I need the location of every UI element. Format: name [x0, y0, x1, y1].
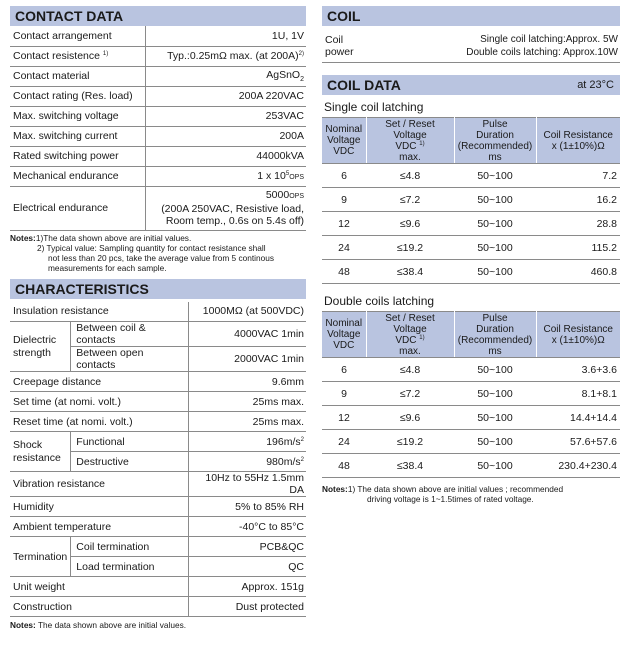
cell-pulse-duration: 50~100	[454, 212, 536, 236]
characteristics-header	[10, 279, 306, 299]
value-text: 1 x 10	[257, 170, 286, 182]
label-text: Contact resistence	[13, 50, 100, 62]
header-line: Duration	[476, 323, 514, 335]
row-value: 25ms max.	[188, 392, 306, 412]
note-text: 1)The data shown above are initial values.	[35, 232, 192, 243]
table-row	[322, 358, 620, 382]
table-row	[10, 146, 306, 166]
table-row	[10, 166, 306, 186]
table-row	[322, 236, 620, 260]
header-line: Voltage	[327, 135, 361, 146]
table-row	[322, 30, 620, 63]
header-row	[322, 118, 620, 164]
cell-nominal-voltage: 12	[322, 406, 366, 430]
table-row	[322, 406, 620, 430]
cell-set-voltage: ≤4.8	[366, 164, 454, 188]
notes-label: Notes:	[10, 232, 36, 243]
row-value	[145, 186, 306, 230]
row-label: Max. switching current	[10, 126, 145, 146]
row-label: Between open contacts	[71, 347, 188, 372]
header-line: Nominal	[325, 318, 363, 329]
row-label: Insulation resistance	[10, 302, 188, 322]
header-line: x (1±10%)Ω	[551, 334, 605, 346]
single-coil-table	[322, 117, 620, 284]
cell-set-voltage: ≤9.6	[366, 212, 454, 236]
header-nominal-voltage	[322, 118, 366, 164]
row-value: 200A 220VAC	[145, 86, 306, 106]
header-line: ms	[488, 345, 502, 357]
table-row	[322, 454, 620, 478]
group-label	[10, 322, 71, 372]
footnote-ref: 1)	[419, 334, 425, 341]
superscript: 2	[300, 436, 304, 443]
row-value	[145, 46, 306, 66]
header-pulse-duration	[454, 312, 536, 358]
row-label: Contact arrangement	[10, 26, 145, 46]
cell-coil-resistance: 16.2	[536, 188, 620, 212]
cell-nominal-voltage: 48	[322, 260, 366, 284]
section-title: COIL	[327, 8, 361, 24]
section-title: COIL DATA	[327, 77, 401, 93]
header-line: Voltage	[393, 129, 427, 141]
cell-coil-resistance: 14.4+14.4	[536, 406, 620, 430]
cell-coil-resistance: 115.2	[536, 236, 620, 260]
table-row	[10, 412, 306, 432]
coil-data-notes	[322, 484, 620, 504]
cell-pulse-duration: 50~100	[454, 430, 536, 454]
cell-pulse-duration: 50~100	[454, 188, 536, 212]
cell-pulse-duration: 50~100	[454, 406, 536, 430]
cell-set-voltage: ≤38.4	[366, 260, 454, 284]
row-value	[145, 166, 306, 186]
header-coil-resistance	[536, 312, 620, 358]
cell-coil-resistance: 8.1+8.1	[536, 382, 620, 406]
header-pulse-duration	[454, 118, 536, 164]
footnote-ref: 2)	[298, 51, 304, 57]
table-row	[10, 186, 306, 230]
table-row	[10, 577, 306, 597]
row-label: Creepage distance	[10, 372, 188, 392]
cell-nominal-voltage: 9	[322, 382, 366, 406]
row-value: 2000VAC 1min	[188, 347, 306, 372]
row-label: Set time (at nomi. volt.)	[10, 392, 188, 412]
row-value: 253VAC	[145, 106, 306, 126]
group-label: Termination	[10, 537, 71, 577]
header-set-reset-voltage	[366, 312, 454, 358]
table-row	[10, 472, 306, 497]
row-label: Contact rating (Res. load)	[10, 86, 145, 106]
cell-nominal-voltage: 48	[322, 454, 366, 478]
header-line: (Recommended)	[457, 140, 533, 152]
row-value: Approx. 151g	[188, 577, 306, 597]
row-value: 9.6mm	[188, 372, 306, 392]
row-label: Load termination	[71, 557, 188, 577]
header-line: x (1±10%)Ω	[551, 140, 605, 152]
value-text: 196m/s	[266, 435, 301, 448]
table-row	[322, 188, 620, 212]
table-row	[10, 26, 306, 46]
header-line: Duration	[476, 129, 514, 141]
characteristics-table	[10, 302, 306, 618]
row-value: -40°C to 85°C	[188, 517, 306, 537]
cell-nominal-voltage: 24	[322, 430, 366, 454]
row-label: Ambient temperature	[10, 517, 188, 537]
unit-small: OPS	[289, 193, 304, 200]
header-line: Pulse	[482, 312, 508, 324]
table-row	[10, 597, 306, 617]
table-row	[10, 302, 306, 322]
cell-coil-resistance: 28.8	[536, 212, 620, 236]
cell-nominal-voltage: 9	[322, 188, 366, 212]
single-coil-title: Single coil latching	[324, 100, 424, 114]
note-text: The data shown above are initial values.	[37, 620, 187, 630]
group-label-line: Dielectric	[13, 333, 57, 346]
header-line: Set / Reset	[385, 118, 435, 130]
note-line: driving voltage is 1~1.5times of rated voltage.	[367, 494, 534, 504]
table-row	[322, 164, 620, 188]
row-value: 1000MΩ (at 500VDC)	[188, 302, 306, 322]
header-text: VDC	[395, 140, 417, 152]
header-line	[367, 335, 454, 346]
header-line: ms	[488, 151, 502, 163]
section-title: CONTACT DATA	[15, 8, 124, 24]
cell-nominal-voltage: 6	[322, 358, 366, 382]
table-row	[10, 392, 306, 412]
row-label: Max. switching voltage	[10, 106, 145, 126]
row-value: 44000kVA	[145, 146, 306, 166]
temperature-label: at 23°C	[577, 79, 614, 91]
header-line: Coil Resistance	[543, 129, 613, 141]
contact-notes	[10, 233, 306, 273]
cell-pulse-duration: 50~100	[454, 454, 536, 478]
group-label-line: strength	[13, 346, 51, 359]
note-line: not less than 20 pcs, take the average value from 5 continous	[48, 252, 274, 263]
value-line: Double coils latching: Approx.10W	[466, 47, 618, 58]
table-row	[10, 66, 306, 86]
row-value	[374, 30, 620, 63]
row-value: PCB&QC	[188, 537, 306, 557]
superscript: 5	[285, 171, 290, 177]
cell-coil-resistance: 3.6+3.6	[536, 358, 620, 382]
table-row	[10, 372, 306, 392]
value-line: Room temp., 0.6s on 5.4s off)	[165, 215, 304, 227]
cell-set-voltage: ≤7.2	[366, 188, 454, 212]
table-row	[10, 106, 306, 126]
table-row	[10, 322, 306, 347]
header-line	[367, 141, 454, 152]
cell-pulse-duration: 50~100	[454, 164, 536, 188]
header-line: Pulse	[482, 118, 508, 130]
notes-label: Notes:	[10, 620, 36, 630]
table-row	[322, 430, 620, 454]
row-label: Coil power	[322, 30, 374, 63]
cell-pulse-duration: 50~100	[454, 358, 536, 382]
footnote-ref: 1)	[419, 140, 425, 147]
group-label-line: resistance	[13, 451, 61, 464]
cell-coil-resistance: 460.8	[536, 260, 620, 284]
group-label-line: Shock	[13, 438, 43, 451]
table-row	[322, 212, 620, 236]
row-value: 25ms max.	[188, 412, 306, 432]
table-row	[322, 382, 620, 406]
row-label: Reset time (at nomi. volt.)	[10, 412, 188, 432]
row-value	[188, 452, 306, 472]
value-text: 5000	[265, 189, 290, 201]
cell-coil-resistance: 57.6+57.6	[536, 430, 620, 454]
cell-nominal-voltage: 24	[322, 236, 366, 260]
table-row	[10, 497, 306, 517]
cell-pulse-duration: 50~100	[454, 382, 536, 406]
contact-data-table	[10, 26, 306, 231]
row-label: Humidity	[10, 497, 188, 517]
header-line: VDC	[333, 146, 355, 157]
cell-set-voltage: ≤7.2	[366, 382, 454, 406]
row-value: QC	[188, 557, 306, 577]
cell-coil-resistance: 7.2	[536, 164, 620, 188]
value-line: Single coil latching:Approx. 5W	[480, 34, 618, 45]
row-value: 5% to 85% RH	[188, 497, 306, 517]
superscript: 2	[300, 456, 304, 463]
notes-label: Notes:	[322, 484, 348, 494]
row-value: 10Hz to 55Hz 1.5mm DA	[188, 472, 306, 497]
header-coil-resistance	[536, 118, 620, 164]
value-line	[149, 189, 305, 203]
row-label: Mechanical endurance	[10, 166, 145, 186]
section-title: CHARACTERISTICS	[15, 280, 149, 297]
header-nominal-voltage	[322, 312, 366, 358]
value-text: Typ.:0.25mΩ max. (at 200A)	[167, 50, 299, 62]
row-label: Contact material	[10, 66, 145, 86]
double-coil-title: Double coils latching	[324, 294, 435, 308]
header-line: max.	[399, 345, 421, 357]
contact-data-header	[10, 6, 306, 26]
cell-nominal-voltage: 6	[322, 164, 366, 188]
header-line: Voltage	[327, 329, 361, 340]
header-line: (Recommended)	[457, 334, 533, 346]
value-line: (200A 250VAC, Resistive load,	[161, 203, 304, 215]
table-row	[10, 517, 306, 537]
note-line: 2) Typical value: Sampling quantity for contact resistance shall	[37, 242, 266, 253]
coil-data-header	[322, 75, 620, 95]
note-line: measurements for each sample.	[48, 262, 167, 273]
cell-set-voltage: ≤9.6	[366, 406, 454, 430]
header-row	[322, 312, 620, 358]
row-label: Destructive	[71, 452, 188, 472]
row-label: Unit weight	[10, 577, 188, 597]
row-label: Coil termination	[71, 537, 188, 557]
header-line: VDC	[333, 340, 355, 351]
left-column	[10, 6, 306, 630]
table-row	[10, 537, 306, 557]
table-row	[322, 260, 620, 284]
header-line: max.	[399, 151, 421, 163]
cell-set-voltage: ≤38.4	[366, 454, 454, 478]
row-label: Construction	[10, 597, 188, 617]
cell-pulse-duration: 50~100	[454, 236, 536, 260]
row-label: Functional	[71, 432, 188, 452]
double-coil-table	[322, 311, 620, 478]
note-text: 1) The data shown above are initial values ; recommended	[347, 484, 564, 494]
note-line	[322, 484, 620, 494]
cell-set-voltage: ≤4.8	[366, 358, 454, 382]
row-value: 4000VAC 1min	[188, 322, 306, 347]
row-value: Dust protected	[188, 597, 306, 617]
row-label: Rated switching power	[10, 146, 145, 166]
cell-coil-resistance: 230.4+230.4	[536, 454, 620, 478]
coil-table	[322, 30, 620, 63]
right-column	[322, 6, 620, 504]
row-value: 1U, 1V	[145, 26, 306, 46]
row-label: Between coil & contacts	[71, 322, 188, 347]
subscript: 2	[300, 76, 304, 84]
cell-nominal-voltage: 12	[322, 212, 366, 236]
characteristics-notes	[10, 620, 306, 630]
header-set-reset-voltage	[366, 118, 454, 164]
value-text: 980m/s	[266, 455, 301, 468]
table-row	[10, 432, 306, 452]
header-line: Voltage	[393, 323, 427, 335]
note-line	[10, 233, 306, 243]
table-row	[10, 126, 306, 146]
table-row	[10, 46, 306, 66]
header-text: VDC	[395, 334, 417, 346]
cell-pulse-duration: 50~100	[454, 260, 536, 284]
unit-small: OPS	[289, 174, 304, 181]
row-label: Vibration resistance	[10, 472, 188, 497]
cell-set-voltage: ≤19.2	[366, 236, 454, 260]
row-label	[10, 46, 145, 66]
header-line: Nominal	[325, 124, 363, 135]
footnote-ref: 1)	[102, 51, 109, 57]
table-row	[10, 86, 306, 106]
value-text: AgSnO	[266, 68, 301, 81]
row-value	[188, 432, 306, 452]
row-value: 200A	[145, 126, 306, 146]
row-value	[145, 66, 306, 86]
header-line: Set / Reset	[385, 312, 435, 324]
cell-set-voltage: ≤19.2	[366, 430, 454, 454]
coil-header	[322, 6, 620, 26]
header-line: Coil Resistance	[543, 323, 613, 335]
row-label: Electrical endurance	[10, 186, 145, 230]
group-label	[10, 432, 71, 472]
